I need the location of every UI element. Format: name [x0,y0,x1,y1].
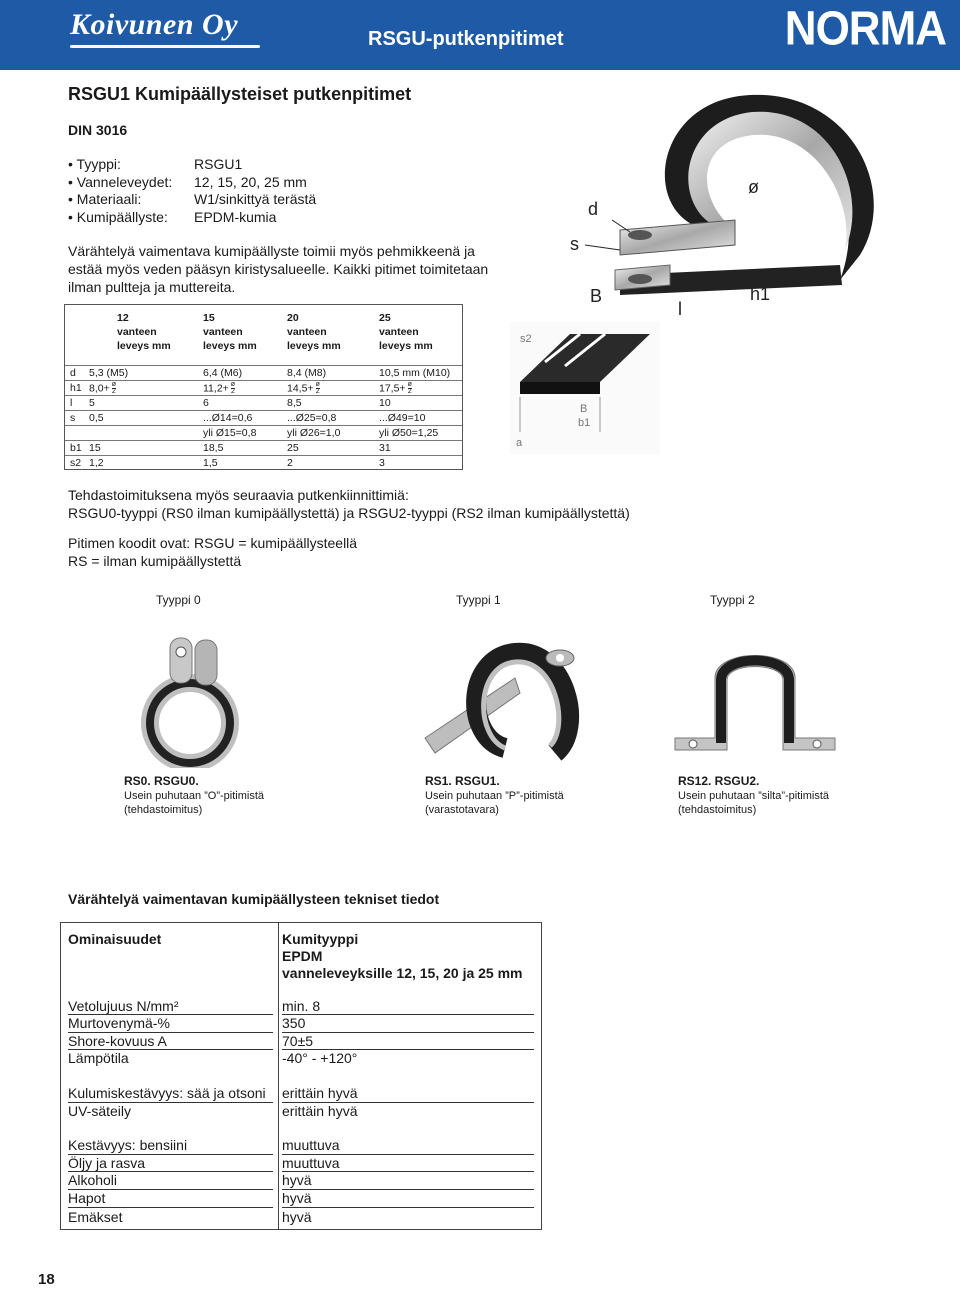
koivunen-logo: Koivunen Oy [70,8,239,41]
label-s: s [570,234,579,254]
property-label: Kestävyys: bensiini [68,1137,188,1153]
table-row: h1 8,0+ $\frac{ø}{2}$ 11,2+ $\frac{ø}{2}$ 14,5+ $\frac{ø}{2}$ 17,5+ $\frac{ø}{2}$ [65,380,462,395]
row-rule [282,1171,534,1172]
property-label: Vetolujuus N/mm² [68,998,179,1014]
label-B2: B [580,403,588,415]
type-0-label: Tyyppi 0 [156,593,201,607]
property-label: Hapot [68,1190,106,1206]
property-value: min. 8 [282,998,321,1014]
page-title: RSGU1 Kumipäällysteiset putkenpitimet [68,84,412,104]
header-rubber-type: Kumityyppi EPDM vanneleveyksille 12, 15, 20 ja 25 mm [282,931,523,981]
table-row: s 0,5 ...Ø14=0,6 ...Ø25=0,8 ...Ø49=10 [65,410,462,425]
row-rule [68,1102,273,1103]
row-rule [68,1189,273,1190]
row-rule [68,1171,273,1172]
header-title: RSGU-putkenpitimet [368,28,564,50]
type-2-label: Tyyppi 2 [710,593,755,607]
standard-label: DIN 3016 [68,122,128,138]
property-value: 70±5 [282,1033,314,1049]
property-label: Lämpötila [68,1050,129,1066]
property-value: hyvä [282,1209,312,1225]
property-value: -40° - +120° [282,1050,358,1066]
property-value: muuttuva [282,1137,340,1153]
row-rule [68,1049,273,1050]
property-label: Öljy ja rasva [68,1155,146,1171]
row-rule [282,1102,534,1103]
profile-diagram [510,322,660,454]
property-value: hyvä [282,1190,312,1206]
label-d: d [588,199,599,219]
clamp-type-1-image [405,618,605,768]
property-label: Emäkset [68,1209,123,1225]
row-rule [282,1014,534,1015]
label-B: B [590,286,603,306]
property-label: Kulumiskestävyys: sää ja otsoni [68,1085,266,1101]
type-2-caption: RS12. RSGU2. Usein puhutaan ”silta”-pitimistä (tehdastoimitus) [678,774,830,816]
column-header: 20 vanteen leveys mm [287,312,341,352]
spec-item: • Vanneleveydet: 12, 15, 20, 25 mm [68,174,316,192]
property-value: erittäin hyvä [282,1085,358,1101]
table-row: b1 15 18,5 25 31 [65,440,462,455]
row-rule [68,1032,273,1033]
property-value: erittäin hyvä [282,1103,358,1119]
rubber-properties-table [60,922,542,1230]
column-header: 25 vanteen leveys mm [379,312,433,352]
type-0-caption: RS0. RSGU0. Usein puhutaan ”O”-pitimistä (tehdastoimitus) [124,774,265,816]
property-value: hyvä [282,1172,312,1188]
row-rule [282,1049,534,1050]
table-divider [278,923,279,1229]
factory-note: Tehdastoimituksena myös seuraavia putkenkiinnittimiä: RSGU0-tyyppi (RS0 ilman kumipäällystettä) ja RSGU2-tyyppi (RS2 ilman kumipäällystettä) [68,487,630,521]
row-rule [282,1154,534,1155]
logo-underline [70,45,260,48]
clamp-type-0-image [95,618,295,768]
clamp-type-2-image [655,618,855,768]
clamp-dimension-diagram [560,80,950,320]
page-number: 18 [38,1271,55,1288]
row-rule [282,1207,534,1208]
dimensions-table [64,304,463,470]
property-label: Shore-kovuus A [68,1033,167,1049]
row-rule [68,1207,273,1208]
label-diameter: ø [748,177,759,197]
norma-logo: NORMA [784,1,946,56]
label-b1: b1 [578,417,591,429]
property-value: muuttuva [282,1155,340,1171]
table-row: d 5,3 (M5) 6,4 (M6) 8,4 (M8) 10,5 mm (M10) [65,365,462,380]
label-h1: h1 [750,284,771,304]
row-rule [282,1189,534,1190]
table-row: yli Ø15=0,8 yli Ø26=1,0 yli Ø50=1,25 [65,425,462,440]
header-properties: Ominaisuudet [68,931,162,947]
table-row: l 5 6 8,5 10 [65,395,462,410]
type-1-label: Tyyppi 1 [456,593,501,607]
spec-list [68,156,316,226]
row-rule [68,1154,273,1155]
spec-item: • Tyyppi: RSGU1 [68,156,316,174]
property-label: Alkoholi [68,1172,118,1188]
page-header [0,0,960,70]
type-1-caption: RS1. RSGU1. Usein puhutaan ”P”-pitimistä (varastotavara) [425,774,564,816]
property-label: UV-säteily [68,1103,132,1119]
label-a: a [516,437,523,449]
property-value: 350 [282,1015,306,1031]
column-header: 12 vanteen leveys mm [117,312,171,352]
column-header: 15 vanteen leveys mm [203,312,257,352]
row-rule [282,1032,534,1033]
row-rule [68,1014,273,1015]
intro-paragraph: Värähtelyä vaimentava kumipäällyste toimii myös pehmikkeenä ja estää myös veden pääsyn kiristysalueelle. Kaikki pitimet toimitetaan ilman pultteja ja muttereita. [68,243,489,295]
property-label: Murtovenymä-% [68,1015,170,1031]
spec-item: • Materiaali: W1/sinkittyä terästä [68,191,316,209]
label-l: l [678,299,682,319]
table-row: s2 1,2 1,5 2 3 [65,455,462,470]
rubber-section-title: Värähtelyä vaimentavan kumipäällysteen tekniset tiedot [68,891,440,907]
codes-note: Pitimen koodit ovat: RSGU = kumipäällysteellä RS = ilman kumipäällystettä [68,535,358,569]
label-s2: s2 [520,333,532,345]
spec-item: • Kumipäällyste: EPDM-kumia [68,209,316,227]
